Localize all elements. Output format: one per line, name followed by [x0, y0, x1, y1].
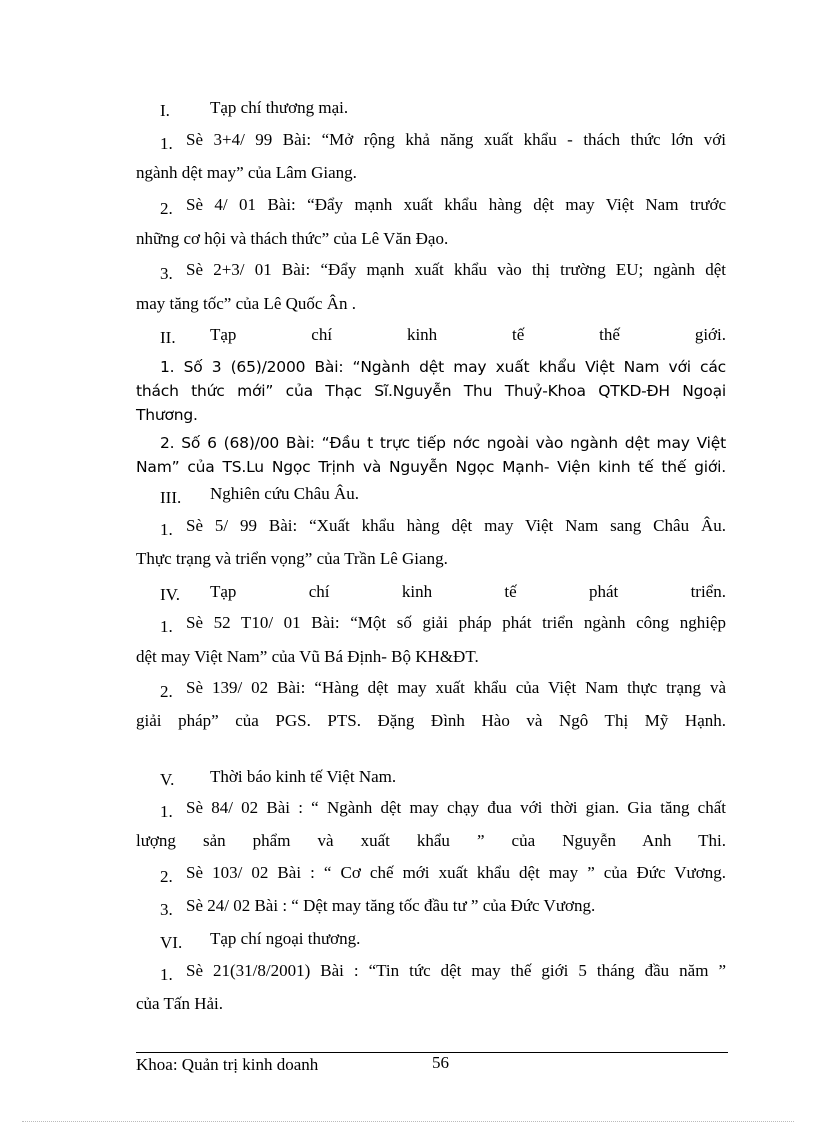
reference-line: Sè 103/ 02 Bài : “ Cơ chế mới xuất khẩu dệt may ” của Đức Vương.	[186, 863, 726, 882]
reference-line: Thương.	[136, 406, 198, 424]
reference-line: Nam” của TS.Lu Ngọc Trịnh và Nguyễn Ngọc Mạnh- Viện kinh tế thế giới.	[136, 458, 726, 476]
reference-line: giải pháp” của PGS. PTS. Đặng Đình Hào và Ngô Thị Mỹ Hạnh.	[136, 711, 726, 730]
reference-line: 1. Số 3 (65)/2000 Bài: “Ngành dệt may xuất khẩu Việt Nam với các	[160, 358, 726, 376]
title-word: giới.	[694, 325, 726, 344]
section-numeral: IV.	[160, 585, 180, 604]
section-title	[210, 582, 726, 602]
section-title	[210, 325, 726, 345]
section-numeral: III.	[160, 488, 182, 507]
item-number: 1.	[160, 520, 173, 539]
reference-line: Sè 24/ 02 Bài : “ Dệt may tăng tốc đầu tư ” của Đức Vương.	[186, 896, 596, 915]
title-word: Tạp	[210, 325, 237, 344]
section-numeral: V.	[160, 770, 175, 789]
item-number: 3.	[160, 264, 173, 283]
reference-line: Sè 21(31/8/2001) Bài : “Tin tức dệt may thế giới 5 tháng đầu năm ”	[186, 961, 726, 980]
title-word: chí	[311, 325, 333, 344]
reference-line: thách thức mới” của Thạc Sĩ.Nguyễn Thu Thuỷ-Khoa QTKD-ĐH Ngoại	[136, 382, 726, 400]
item-number: 2.	[160, 199, 173, 218]
title-word: tế	[504, 582, 517, 601]
reference-line: Sè 5/ 99 Bài: “Xuất khẩu hàng dệt may Việt Nam sang Châu Âu.	[186, 516, 726, 535]
section-numeral: I.	[160, 101, 170, 120]
reference-line: Sè 3+4/ 99 Bài: “Mở rộng khả năng xuất khẩu - thách thức lớn với	[186, 130, 726, 149]
item-number: 1.	[160, 802, 173, 821]
reference-line: của Tấn Hải.	[136, 994, 224, 1013]
title-word: chí	[308, 582, 330, 601]
reference-line: may tăng tốc” của Lê Quốc Ân .	[136, 294, 356, 313]
reference-line: những cơ hội và thách thức” của Lê Văn Đạo.	[136, 229, 449, 248]
item-number: 1.	[160, 134, 173, 153]
title-word: kinh	[401, 582, 433, 601]
reference-line: dệt may Việt Nam” của Vũ Bá Định- Bộ KH&ĐT.	[136, 647, 479, 666]
title-word: triển.	[690, 582, 726, 601]
section-numeral: VI.	[160, 933, 183, 952]
section-numeral: II.	[160, 328, 176, 347]
section-title: Thời báo kinh tế Việt Nam.	[210, 767, 397, 786]
title-word: tế	[512, 325, 525, 344]
item-number: 2.	[160, 682, 173, 701]
title-word: Tạp	[210, 582, 237, 601]
reference-line: Sè 2+3/ 01 Bài: “Đẩy mạnh xuất khẩu vào thị trường EU; ngành dệt	[186, 260, 726, 279]
reference-line: Sè 139/ 02 Bài: “Hàng dệt may xuất khẩu của Việt Nam thực trạng và	[186, 678, 726, 697]
section-title: Tạp chí ngoại thương.	[210, 929, 361, 948]
title-word: kinh	[406, 325, 438, 344]
reference-line: Sè 4/ 01 Bài: “Đẩy mạnh xuất khẩu hàng dệt may Việt Nam trước	[186, 195, 726, 214]
reference-line: Thực trạng và triển vọng” của Trần Lê Giang.	[136, 549, 448, 568]
reference-line: ngành dệt may” của Lâm Giang.	[136, 163, 357, 182]
reference-line: Sè 84/ 02 Bài : “ Ngành dệt may chạy đua với thời gian. Gia tăng chất	[186, 798, 726, 817]
item-number: 2.	[160, 867, 173, 886]
title-word: phát	[588, 582, 619, 601]
reference-line: 2. Số 6 (68)/00 Bài: “Đầu t trực tiếp nớc ngoài vào ngành dệt may Việt	[160, 434, 726, 452]
section-title: Tạp chí thương mại.	[210, 98, 349, 117]
item-number: 3.	[160, 900, 173, 919]
section-title: Nghiên cứu Châu Âu.	[210, 484, 359, 503]
reference-line: Sè 52 T10/ 01 Bài: “Một số giải pháp phát triển ngành công nghiệp	[186, 613, 726, 632]
title-word: thế	[599, 325, 620, 344]
footer-department: Khoa: Quản trị kinh doanh	[136, 1055, 319, 1074]
item-number: 1.	[160, 965, 173, 984]
page-edge-divider	[22, 1121, 794, 1122]
item-number: 1.	[160, 617, 173, 636]
page-number: 56	[432, 1053, 449, 1072]
reference-line: lượng sản phẩm và xuất khẩu ” của Nguyễn Anh Thi.	[136, 831, 726, 850]
